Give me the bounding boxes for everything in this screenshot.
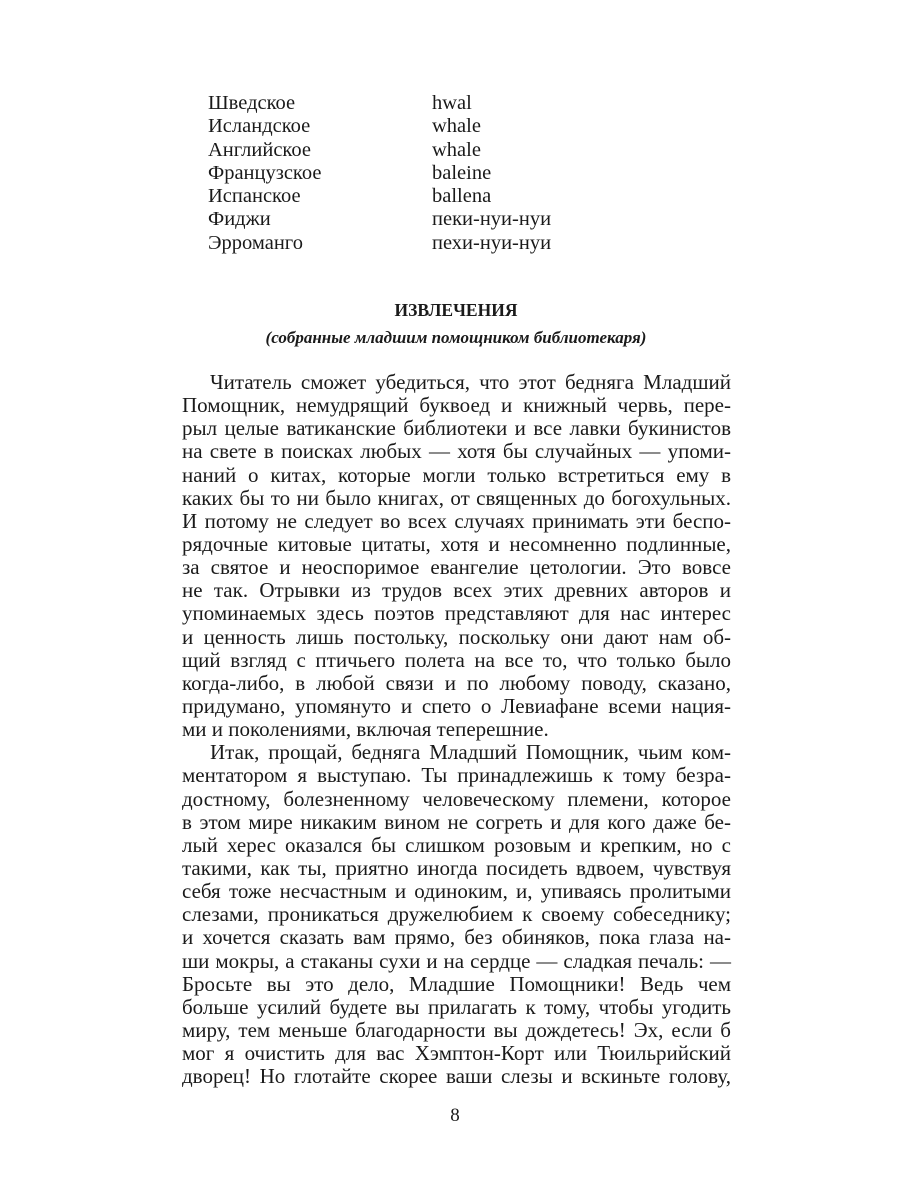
body-text bbox=[182, 371, 731, 1088]
text-line: когда-либо, в любой связи и по любому поводу, сказано, bbox=[182, 670, 731, 695]
text-line: ментатором я выступаю. Ты принадлежишь к тому безра- bbox=[182, 763, 731, 788]
section-subtitle: (собранные младшим помощником библиотекаря) bbox=[265, 328, 647, 347]
table-row bbox=[208, 139, 551, 162]
table-row bbox=[208, 208, 551, 231]
text-line: слезами, проникаться дружелюбием к своему собеседнику; bbox=[182, 902, 731, 927]
text-line: упоминаемых здесь поэтов представляют для нас интерес bbox=[182, 601, 731, 626]
language-name: Шведское bbox=[208, 92, 296, 114]
text-line: на свете в поисках любых — хотя бы случайных — упоми- bbox=[182, 439, 731, 464]
text-line: лый херес оказался бы слишком розовым и крепким, но с bbox=[182, 832, 731, 857]
text-line: себя тоже несчастным и одиноким, и, упиваясь пролитыми bbox=[182, 879, 731, 904]
language-name: Английское bbox=[208, 138, 311, 161]
text-line: рядочные китовые цитаты, хотя и несомненно подлинные, bbox=[182, 531, 731, 556]
text-line: и ценность лишь постольку, поскольку они дают нам об- bbox=[182, 624, 731, 649]
text-line: дворец! Но глотайте скорее ваши слезы и вскиньте голову, bbox=[182, 1064, 731, 1089]
text-line: щий взгляд с птичьего полета на все то, что только было bbox=[182, 647, 731, 672]
language-name: Исландское bbox=[208, 115, 311, 138]
whale-word: whale bbox=[432, 138, 481, 161]
page-number: 8 bbox=[450, 1105, 460, 1126]
text-line: больше усилий будете вы прилагать к тому, чтобы угодить bbox=[182, 994, 731, 1019]
table-row bbox=[208, 162, 551, 185]
text-line: Итак, прощай, бедняга Младший Помощник, чьим ком- bbox=[210, 740, 731, 765]
language-name: Фиджи bbox=[208, 208, 271, 231]
text-line: такими, как ты, приятно иногда посидеть вдвоем, чувствуя bbox=[182, 855, 731, 880]
language-name: Эрроманго bbox=[208, 231, 303, 254]
whale-word-table bbox=[208, 92, 551, 255]
text-line: и хочется сказать вам прямо, без обиняков, пока глаза на- bbox=[182, 925, 731, 950]
paragraph bbox=[182, 371, 731, 741]
whale-word: пеки-нуи-нуи bbox=[432, 208, 552, 231]
text-line: миру, тем меньше благодарности вы дождетесь! Эх, если б bbox=[182, 1017, 731, 1042]
language-name: Французское bbox=[208, 161, 322, 184]
text-line: Бросьте вы это дело, Младшие Помощники! Ведь чем bbox=[182, 971, 731, 996]
text-line: наний о китах, которые могли только встретиться ему в bbox=[182, 462, 731, 487]
table-row bbox=[208, 185, 551, 208]
text-line: ши мокры, а стаканы сухи и на сердце — сладкая печаль: — bbox=[182, 948, 731, 973]
table-row bbox=[208, 232, 551, 255]
table-row bbox=[208, 92, 551, 115]
text-line: мог я очистить для вас Хэмптон-Корт или Тюильрийский bbox=[182, 1041, 731, 1066]
text-line: в этом мире никаким вином не согреть и для кого даже бе- bbox=[182, 809, 731, 834]
text-line: достному, болезненному человеческому племени, которое bbox=[182, 786, 731, 811]
text-line: И потому не следует во всех случаях принимать эти беспо- bbox=[182, 508, 731, 533]
whale-word: пехи-нуи-нуи bbox=[432, 231, 552, 254]
whale-word: whale bbox=[432, 115, 481, 138]
whale-word: baleine bbox=[432, 161, 492, 184]
whale-word: hwal bbox=[432, 92, 472, 114]
section-title: ИЗВЛЕЧЕНИЯ bbox=[394, 300, 518, 320]
table-row bbox=[208, 115, 551, 138]
language-name: Испанское bbox=[208, 185, 301, 208]
paragraph bbox=[182, 741, 731, 1088]
text-line: каких бы то ни было книгах, от священных до богохульных. bbox=[182, 485, 731, 510]
text-line: не так. Отрывки из трудов всех этих древних авторов и bbox=[182, 578, 731, 603]
text-line: Читатель сможет убедиться, что этот бедняга Младший bbox=[210, 370, 731, 394]
text-line: за святое и неоспоримое евангелие цетологии. Это вовсе bbox=[182, 555, 731, 580]
text-line: Помощник, немудрящий буквоед и книжный червь, пере- bbox=[182, 393, 731, 418]
text-line: ми и поколениями, включая теперешние. bbox=[182, 717, 549, 742]
text-line: придумано, упомянуто и спето о Левиафане всеми нация- bbox=[182, 693, 731, 718]
whale-word: ballena bbox=[432, 185, 492, 208]
text-line: рыл целые ватиканские библиотеки и все лавки букинистов bbox=[182, 416, 731, 441]
